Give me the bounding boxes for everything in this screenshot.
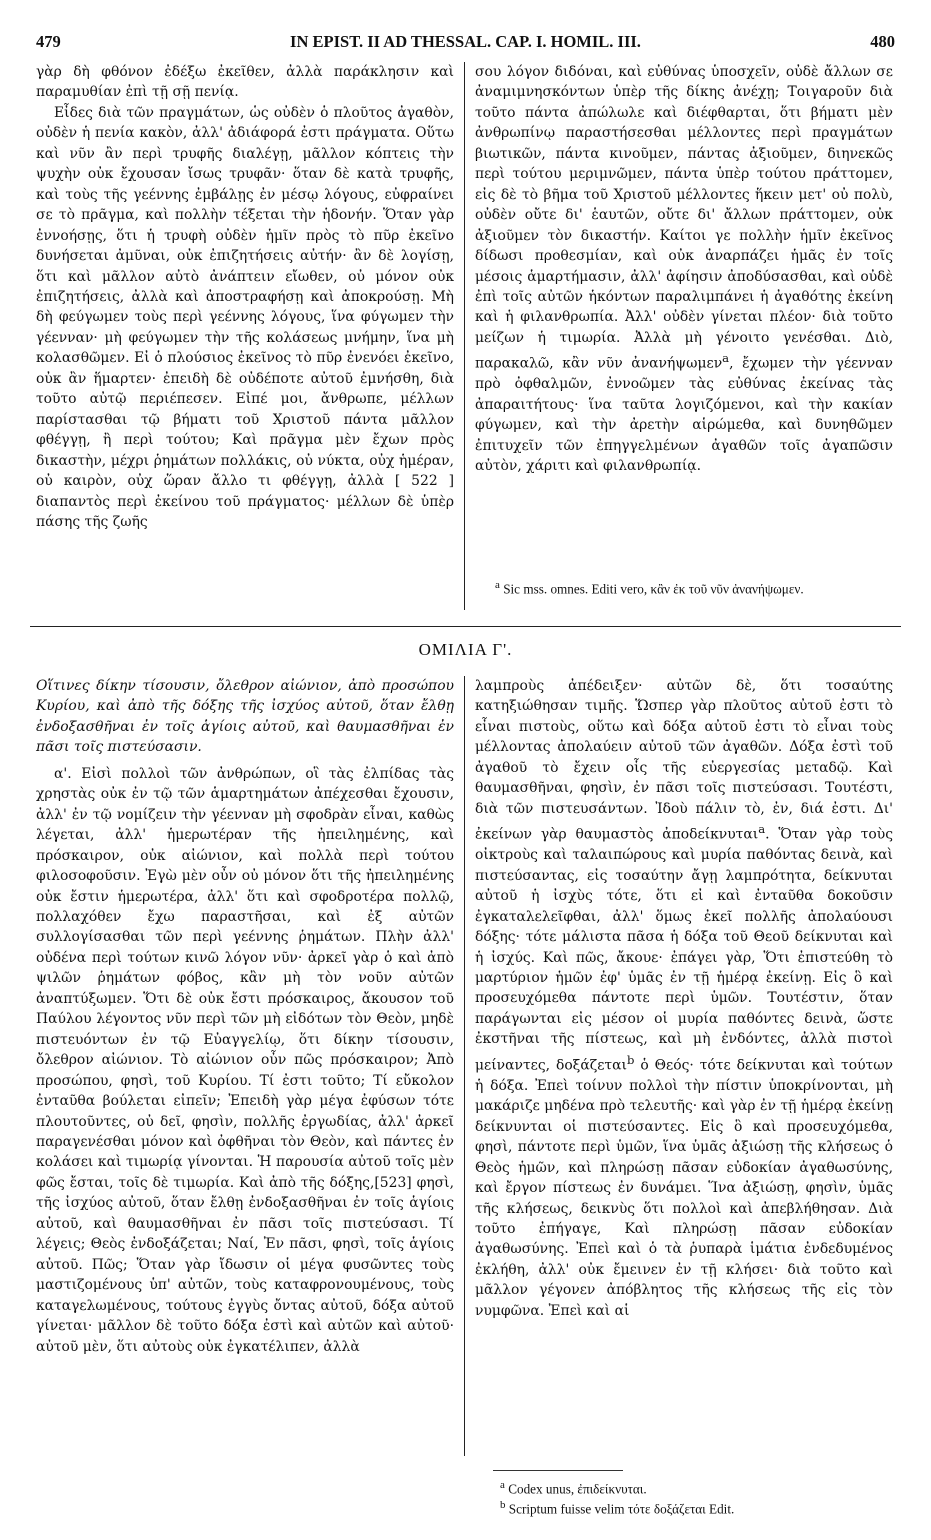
- paragraph: [475, 676, 893, 1321]
- footnote-top: [495, 577, 885, 597]
- section-divider: [30, 626, 901, 627]
- column-left-top: [36, 62, 454, 532]
- footnote-mark: a: [500, 1479, 505, 1491]
- paragraph-text: λαμπροὺς ἀπέδειξεν· αὐτῶν δὲ, ὅτι τοσαύτης κατηξιώθησαν τιμῆς. Ὥσπερ γὰρ πλοῦτος αὐτοῦ ἐστι τὸ εἶναι πιστοὺς, οὕτω καὶ δόξα αὐτοῦ ἐστι τὸ εἶναι τοὺς μέλλοντας ἀπολαύειν αὐτοῦ τῶν ἀγαθῶν. Δόξα ἐστὶ τοῦ ἀγαθοῦ τὸ ἔχειν οἷς τῆς εὐεργεσίας μεταδῷ. Καὶ θαυμασθῆναι, φησὶν, ἐν πᾶσι τοῖς πιστεύσασι. Τουτέστι, διὰ τῶν πιστευσάντων. Ἰδοὺ πάλιν τὸ, ἐν, διά ἐστι. Δι' ἐκείνων γὰρ θαυμαστὸς ἀποδείκνυται: [475, 678, 893, 843]
- paragraph: [475, 62, 893, 477]
- footnote-greek: ἐπιδείκνυται.: [577, 1481, 647, 1497]
- paragraph-text: ὁ Θεός· τότε δείκνυται καὶ τούτων ἡ δόξα. Ἐπεὶ τοίνυν πολλοὶ τὴν πίστιν ὑποκρίνονται, μὴ μακάριζε μηδένα πρὸ τελευτῆς· καὶ γὰρ ἐν τῇ ἡμέρᾳ ἐκείνῃ δείκνυνται οἱ πιστεύσαντες. Εἰς ὃ καὶ προσευχόμεθα, φησὶ, πάντοτε περὶ ὑμῶν, ἵνα ὑμᾶς ἀξιώσῃ τῆς κλήσεως ὁ Θεὸς ἡμῶν, καὶ πληρώσῃ πᾶσαν εὐδοκίαν ἀγαθωσύνης, καὶ ἔργον πίστεως ἐν δυνάμει. Ἵνα ἀξιώσῃ, φησὶν, ὑμᾶς τῆς κλήσεως, δεικνὺς ὅτι πολλοὶ καὶ ἀπεβλήθησαν. Διὰ τοῦτο ἐπήγαγε, Καὶ πληρώσῃ πᾶσαν εὐδοκίαν ἀγαθωσύνης. Ἐπεὶ καὶ ὁ τὰ ῥυπαρὰ ἱμάτια ἐνδεδυμένος ἐκλήθη, ἀλλ' οὐκ ἔμεινεν ἐν τῇ κλήσει· διὰ τοῦτο καὶ μᾶλλον γέγονεν ἀπόβλητος τῆς κλήσεως τῆς εἰς τὸν νυμφῶνα. Ἐπεὶ καὶ αἱ: [475, 1057, 893, 1319]
- paragraph-text: φησὶ, τῆς ἰσχύος αὐτοῦ, ὅταν ἔλθῃ ἐνδοξασθῆναι ἐν τοῖς ἁγίοις αὐτοῦ, καὶ θαυμασθῆναι ἐν πᾶσι τοῖς πιστεύσασι. Τί λέγεις; Θεὸς ἐνδοξάζεται; Ναί, Ἐν πᾶσι, φησὶ, τοῖς ἁγίοις αὐτοῦ. Πῶς; Ὅταν γὰρ ἴδωσιν οἱ μέγα φυσῶντες τοὺς μαστιζομένους ὑπ' αὐτῶν, τοὺς καταφρονουμένους, τοὺς καταγελωμένους, τούτους ἐγγὺς ὄντας αὐτοῦ, δόξα αὐτοῦ γίνεται· μᾶλλον δὲ τοῦτο δόξα ἐστὶ καὶ αὐτῶν καὶ αὐτοῦ· αὐτοῦ μὲν, ὅτι αὐτοὺς οὐκ ἐγκατέλιπεν, ἀλλὰ: [36, 1174, 454, 1355]
- paragraph: [36, 103, 454, 533]
- paragraph-text: , ἔχωμεν τὴν γέενναν πρὸ ὀφθαλμῶν, ἐννοῶμεν τὰς εὐθύνας ἐκείνας τὰς ἀπαραιτήτους· ἵνα ταῦτα λογιζόμενοι, καὶ τὴν κακίαν φύγωμεν, καὶ τὴν ἀρετὴν αἱρώμεθα, καὶ δυνηθῶμεν ἐπιτυχεῖν τῶν ἐπηγγελμένων ἀγαθῶν τοῖς ἀγαπῶσιν αὐτὸν, χάριτι καὶ φιλανθρωπίᾳ.: [475, 355, 893, 475]
- section-number: α'.: [54, 765, 72, 782]
- scripture-verse: Οἵτινες δίκην τίσουσιν, ὄλεθρον αἰώνιον, ἀπὸ προσώπου Κυρίου, καὶ ἀπὸ τῆς δόξης τῆς ἰσχύος αὐτοῦ, ὅταν ἔλθῃ ἐνδοξασθῆναι ἐν τοῖς ἁγίοις αὐτοῦ, καὶ θαυμασθῆναι ἐν πᾶσι τοῖς πιστεύσασιν.: [36, 678, 454, 756]
- column-rule-bottom: [464, 676, 465, 1456]
- footnote-mark: a: [758, 822, 766, 837]
- footnote-mark: b: [626, 1052, 635, 1067]
- footnote-text: Sic mss. omnes. Editi vero,: [503, 581, 648, 597]
- footnote-rule: [493, 1470, 623, 1471]
- footnote-a: [500, 1477, 890, 1497]
- homily-title: ΟΜΙΛΙΑ Γ'.: [418, 640, 513, 659]
- paragraph-text: σου λόγον διδόναι, καὶ εὐθύνας ὑποσχεῖν, οὐδὲ ἄλλων σε ἀναμιμνησκόντων ὑπὲρ τῆς δίκης ἀνέχῃ; Τοιγαροῦν διὰ τοῦτο πάντα ἀπώλωλε καὶ διέφθαρται, ὅτι βήματι μὲν ἀνθρωπίνῳ παραστήσεσθαι μέλλοντες περὶ πραγμάτων βιωτικῶν, πάντα κινοῦμεν, πάντας ἀξιοῦμεν, διηνεκῶς περὶ τούτου μεριμνῶμεν, πάντα ὑπὲρ τούτου πράττομεν, εἰς δὲ τὸ βῆμα τοῦ Χριστοῦ μέλλοντες ἥκειν μετ' οὐ πολὺ, οὐδὲν οὔτε δι' ἑαυτῶν, οὔτε δι' ἄλλων πράττομεν, οὐκ ἀξιοῦμεν τὸν δικαστήν. Καίτοι γε πολλὴν ἡμῖν ἐκεῖνος δίδωσι προθεσμίαν, καὶ οὐκ ἀναρπάζει ἡμᾶς ἐν τοῖς μέσοις ἁμαρτήμασιν, ἀλλ' ἀφίησιν ἀποδύσασθαι, καὶ οὐδὲ ἐπὶ τοῖς αὐτῶν ἡκόντων παραλιμπάνει ἡ ἀγαθότης ἐκείνη καὶ ἡ φιλανθρωπία. Ἀλλ' οὐδὲν γίνεται πλέον· διὰ τοῦτο μείζων ἡ τιμωρία. Ἀλλὰ μὴ γένοιτο γενέσθαι. Διὸ, παρακαλῶ, κἂν νῦν ἀνανήψωμεν: [475, 64, 893, 372]
- column-right-bottom: [475, 676, 893, 1321]
- column-rule-top: [464, 62, 465, 610]
- footnote-signature: Edit.: [709, 1501, 735, 1517]
- paragraph-text: Εἰσὶ πολλοὶ τῶν ἀνθρώπων, οἳ τὰς ἐλπίδας τὰς χρηστὰς οὐκ ἐν τῷ τῶν ἁμαρτημάτων ἀπέχεσθαι ἔχουσιν, ἀλλ' ἐν τῷ νομίζειν τὴν γέενναν μὴ σφοδρὰν εἶναι, καθὼς λέγεται, ἀλλ' ἡμερωτέραν τῆς ἠπειλημένης, καὶ πρόσκαιρον, οὐκ αἰώνιον, καὶ πολλὰ περὶ τούτου φιλοσοφοῦσιν. Ἐγὼ μὲν οὖν οὐ μόνον ὅτι τῆς ἠπειλημένης οὐκ ἔστιν ἡμερωτέρα, ἀλλ' ὅτι καὶ σφοδροτέρα πολλῷ, πολλαχόθεν ἔχω παραστῆσαι, καὶ ἐξ αὐτῶν συλλογίσασθαι τῶν περὶ γεέννης ῥημάτων. Πλὴν ἀλλ' οὐδένα περὶ τούτων κινῶ λόγον νῦν· ἀρκεῖ γὰρ ὁ καὶ ἀπὸ ψιλῶν ῥημάτων φόβος, κἂν μὴ τὸν νοῦν αὐτῶν ἀναπτύξωμεν. Ὅτι δὲ οὐκ ἔστι πρόσκαιρος, ἄκουσον τοῦ Παύλου λέγοντος νῦν περὶ τῶν μὴ εἰδότων τὸν Θεὸν, μηδὲ πιστευόντων ἐν τῷ Εὐαγγελίῳ, ὅτι δίκην τίσουσιν, ὄλεθρον αἰώνιον. Τὸ αἰώνιον οὖν πῶς πρόσκαιρον; Ἀπὸ προσώπου, φησὶ, τοῦ Κυρίου. Τί ἐστι τοῦτο; Τί εὔκολον ἐνταῦθα βούλεται εἰπεῖν; Ἐπειδὴ γὰρ μέγα ἐφύσων τότε πλουτοῦντες, οὐ δεῖ, φησὶν, πολλῆς ἐργωδίας, ἀλλ' ἀρκεῖ παραγενέσθαι μόνον καὶ ὀφθῆναι τὸν Θεὸν, καὶ πάντες ἐν κολάσει καὶ τιμωρίᾳ γίνονται. Ἡ παρουσία αὐτοῦ τοῖς μὲν φῶς ἔσται, τοῖς δὲ τιμωρία. Καὶ ἀπὸ τῆς δόξης,: [36, 765, 455, 1191]
- page-marker: [ 522 ]: [394, 473, 454, 490]
- column-right-top: [475, 62, 893, 477]
- footnote-mark: a: [722, 351, 730, 366]
- running-title: IN EPIST. II AD THESSAL. CAP. I. HOMIL. III.: [290, 32, 641, 51]
- page-number-right: 480: [870, 32, 895, 51]
- footnote-bottom: [500, 1477, 890, 1518]
- footnote-mark: b: [500, 1499, 506, 1512]
- paragraph-text: διαπαντὸς περὶ ἐκείνου τοῦ πράγματος· μέλλων δὲ ὑπὲρ πάσης τῆς ζωῆς: [36, 493, 454, 530]
- column-left-bottom: [36, 676, 454, 1357]
- page-marker: [523]: [374, 1174, 412, 1191]
- running-header: [36, 32, 895, 54]
- page-number-left: 479: [36, 32, 61, 51]
- footnote-text: Codex unus,: [508, 1481, 575, 1497]
- paragraph-text: . Ὅταν γὰρ τοὺς οἰκτροὺς καὶ ταλαιπώρους καὶ μυρία παθόντας δεινὰ, καὶ πιστεύσαντας, εἰς τοσαύτην ἄγῃ λαμπρότητα, δείκνυται αὐτοῦ ἡ ἰσχὺς τότε, ὅτι εἰ καὶ ἐνταῦθα δοκοῦσιν ἐγκαταλελεῖφθαι, ἀλλ' ὅμως ἐκεῖ πολλῆς ἀπολαύουσι δόξης· τότε μάλιστα πᾶσα ἡ δόξα τοῦ Θεοῦ δείκνυται καὶ ἡ ἰσχύς. Καὶ πῶς, ἄκουε· ἐπάγει γὰρ, Ὅτι ἐπιστεύθη τὸ μαρτύριον ἡμῶν ἐφ' ὑμᾶς ἐν τῇ ἡμέρᾳ ἐκείνῃ. Εἰς ὃ καὶ προσευχόμεθα πάντοτε περὶ ὑμῶν. Τουτέστιν, ὅταν παράγωνται εἰς μέσον οἱ μυρία παθόντες δεινὰ, ὥστε ἐκστῆναι τῆς πίστεως, καὶ μὴ ἐνδόντες, ἀλλὰ πιστοὶ μείναντες, δοξάζεται: [475, 826, 893, 1074]
- footnote-greek: τότε δοξάζεται: [627, 1501, 706, 1517]
- paragraph-text: Εἶδες διὰ τῶν πραγμάτων, ὡς οὐδὲν ὁ πλοῦτος ἀγαθὸν, οὐδὲν ἡ πενία κακὸν, ἀλλ' ἀδιάφορά ἐστι πράγματα. Οὕτω καὶ νῦν ἂν περὶ τρυφῆς διαλέγῃ, μᾶλλον κόπτεις τὴν ψυχὴν οὐκ ἔχουσαν ἴσως τρυφᾶν· ὅταν δὲ κατὰ τρυφῆς, καὶ τοὺς τῆς γεέννης ἐμβάλῃς ἐν μέσῳ λόγους, εὐφραίνει σε τὸ πρᾶγμα, καὶ πολλὴν τέξεται τὴν ἡδονήν. Ὅταν γὰρ ἐννοήσῃς, ὅτι ἡ τρυφὴ οὐδὲν ἡμῖν πρὸς τὸ πῦρ ἐκεῖνο δυνήσεται ἀμῦναι, οὐκ ἐπιζητήσεις αὐτήν· ἂν δὲ λογίσῃ, ὅτι καὶ μᾶλλον αὐτὸ ἀνάπτειν εἴωθεν, οὐ μόνον οὐκ ἐπιζητήσεις, ἀλλὰ καὶ ἀποστραφήσῃ καὶ ἀποκρούσῃ. Μὴ δὴ φεύγωμεν τοὺς περὶ γεέννης λόγους, ἵνα φύγωμεν τὴν γέενναν· μὴ φεύγωμεν τὴν τῆς κολάσεως μνήμην, ἵνα μὴ κολασθῶμεν. Εἰ ὁ πλούσιος ἐκεῖνος τὸ πῦρ ἐνενόει ἐκεῖνο, οὐκ ἂν ἥμαρτεν· ἐπειδὴ δὲ οὐδέποτε αὐτοῦ ἐμνήσθη, διὰ τοῦτο αὐτῷ περιέπεσεν. Εἰπέ μοι, ἄνθρωπε, μέλλων παρίστασθαι τῷ βήματι τοῦ Χριστοῦ πάντα μᾶλλον φθέγγῃ, ἢ περὶ τούτου; Καὶ πρᾶγμα μὲν ἔχων πρὸς δικαστὴν, μέχρι ῥημάτων πολλάκις, οὐ νύκτα, οὐχ ἡμέραν, οὐ καιρὸν, οὐχ ὥραν ἄλλο τι φθέγγῃ, ἀλλὰ: [36, 104, 454, 490]
- footnote-b: [500, 1497, 890, 1517]
- paragraph: γὰρ δὴ φθόνον ἐδέξω ἐκεῖθεν, ἀλλὰ παράκλησιν καὶ παραμυθίαν ἐπὶ τῇ σῇ πενίᾳ.: [36, 64, 454, 101]
- footnote-text: Scriptum fuisse velim: [508, 1501, 625, 1517]
- footnote-mark: a: [495, 579, 500, 591]
- paragraph: [36, 764, 454, 1357]
- footnote-greek: κἂν ἐκ τοῦ νῦν ἀνανήψωμεν.: [650, 581, 804, 597]
